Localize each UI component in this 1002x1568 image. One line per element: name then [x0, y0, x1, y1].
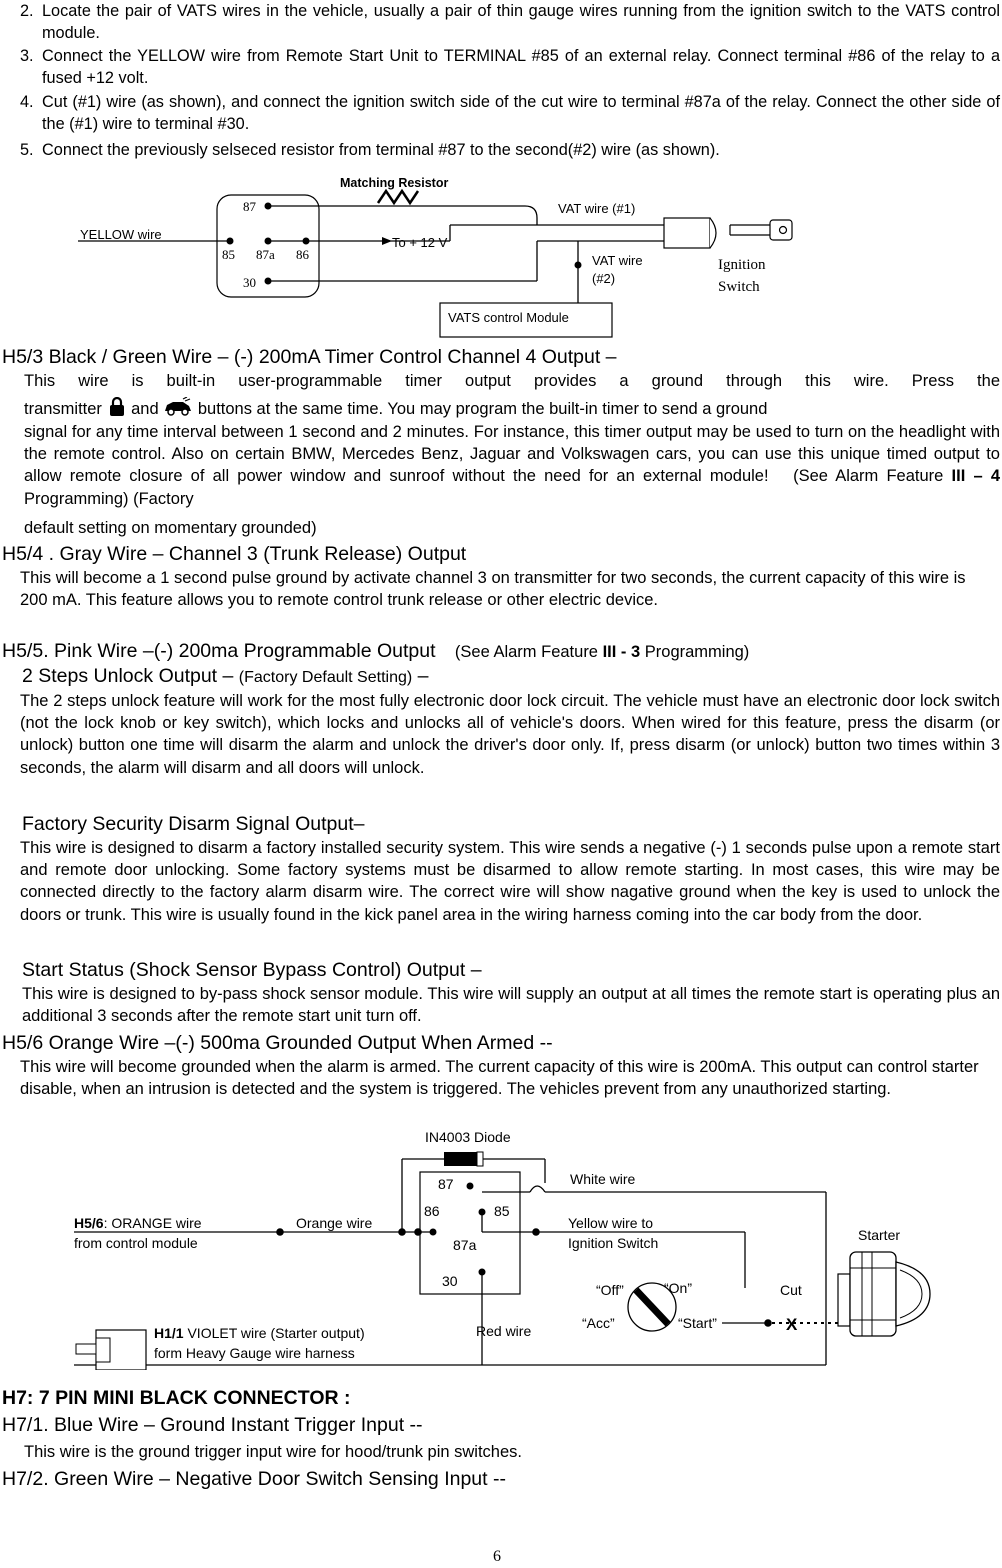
- h55-p1: The 2 steps unlock feature will work for the most fully electronic door lock circuit. The vehicle must have an electronic door lock switch (not the lock knob or key switch), which locks and unlocks all of vehicle's doors. When wired for this feature, press the disarm (or unlock) button one time will disarm the alarm and unlock the driver's door only. If, press disarm (or unlock) button two times within 3 seconds, the alarm will disarm and all doors will unlock.: [20, 692, 1000, 777]
- page-number: 6: [493, 1548, 501, 1565]
- start-label: “Start”: [678, 1315, 717, 1331]
- step-2: [20, 0, 1000, 44]
- connector-icon: [76, 1330, 146, 1370]
- terminal-87-b: 87: [438, 1176, 454, 1192]
- ignition-label: Ignition: [718, 257, 766, 273]
- step-text: Locate the pair of VATS wires in the vehicle, usually a pair of thin gauge wires running from the ignition switch to the VATS control module.: [42, 2, 1000, 42]
- h72-heading: H7/2. Green Wire – Negative Door Switch Sensing Input --: [2, 1468, 506, 1490]
- terminal-87a-b: 87a: [453, 1237, 477, 1253]
- terminal-85: 85: [222, 247, 235, 262]
- h53-prog: Programming) (Factory: [24, 489, 194, 508]
- h71-heading: H7/1. Blue Wire – Ground Instant Trigger Input --: [2, 1414, 423, 1436]
- on-label: “On”: [664, 1280, 692, 1296]
- starter-disable-diagram: [0, 1120, 1002, 1370]
- step-text: Cut (#1) wire (as shown), and connect the ignition switch side of the cut wire to terminal #87a of the relay. Connect the other side of the (#1) wire to terminal #30.: [42, 93, 1000, 133]
- starter-label: Starter: [858, 1227, 901, 1243]
- h7-title: H7: 7 PIN MINI BLACK CONNECTOR :: [2, 1387, 351, 1409]
- h54-text: This will become a 1 second pulse ground by activate channel 3 on transmitter for two seconds, the current capacity of this wire is 200 mA. This feature allows you to remote control trunk release or other electric device.: [20, 569, 966, 610]
- starter-motor-icon: [838, 1252, 930, 1336]
- h56-orange-label: H5/6: ORANGE wire: [74, 1215, 202, 1231]
- h71-text: This wire is the ground trigger input wire for hood/trunk pin switches.: [24, 1443, 522, 1461]
- h53-and: and: [131, 400, 159, 418]
- white-wire-label: White wire: [570, 1171, 636, 1187]
- to-12v-label: To + 12 V: [392, 235, 448, 250]
- h55-ref: [455, 643, 749, 661]
- vat2-number: (#2): [592, 271, 616, 286]
- terminal-30: 30: [243, 275, 256, 290]
- h53-buttons: buttons at the same time. You may program the built-in timer to send a ground: [197, 400, 768, 418]
- h53-rest: signal for any time interval between 1 second and 2 minutes. For instance, this timer output may be used to turn on the headlight with the remote control. Also on certain BMW, Mercedes Benz, Jaguar and Volkswagen cars, you can use this unique timed output to allow remote closure of all power window and sunroof without the need for an external module!: [24, 423, 1000, 486]
- step-number: 3.: [20, 47, 34, 65]
- car-icon: [163, 397, 193, 417]
- h56-text: This wire will become grounded when the alarm is armed. The current capacity of this wire is 200mA. This output can control starter disable, when an intrusion is detected and the system is triggered. The vehicles prevent from any unauthorized starting.: [20, 1058, 979, 1099]
- step-text: Connect the previously selseced resistor from terminal #87 to the second(#2) wire (as shown).: [42, 141, 720, 159]
- step-number: 5.: [20, 141, 34, 159]
- vat1-label: VAT wire (#1): [558, 201, 636, 216]
- terminal-85-b: 85: [494, 1203, 510, 1219]
- vat2-label: VAT wire: [592, 253, 643, 268]
- h55-prog: Programming): [644, 643, 750, 661]
- ignition-switch-label: Ignition Switch: [568, 1235, 659, 1251]
- h53-feature-ref: III – 4: [951, 467, 1000, 486]
- orange-wire-label: Orange wire: [296, 1215, 373, 1231]
- matching-resistor-label: Matching Resistor: [340, 176, 449, 190]
- h55-title: H5/5. Pink Wire –(-) 200ma Programmable Output: [2, 640, 436, 662]
- vats-module-label: VATS control Module: [448, 310, 569, 325]
- switch-label: Switch: [718, 279, 760, 295]
- h55-p3: This wire is designed to by-pass shock sensor module. This wire will supply an output at all times the remote start is operating plus an additional 3 seconds after the remote start unit turn off.: [22, 985, 1000, 1026]
- vats-wiring-diagram: [0, 165, 1002, 345]
- step-text: Connect the YELLOW wire from Remote Start Unit to TERMINAL #85 of an external relay. Connect terminal #86 of the relay to a fused +12 volt.: [42, 47, 1000, 87]
- cut-label: Cut: [780, 1282, 802, 1298]
- diode-symbol: [444, 1152, 480, 1166]
- terminal-86: 86: [296, 247, 309, 262]
- h53-line1: This wire is built-in user-programmable timer output provides a ground through this wire. Press the: [24, 372, 1000, 390]
- yellow-wire-label-2: Yellow wire to: [568, 1215, 654, 1231]
- step-5: [20, 139, 1000, 161]
- cut-x-mark: X: [786, 1315, 798, 1334]
- h53-transmitter: transmitter: [24, 400, 102, 418]
- from-control-label: from control module: [74, 1235, 198, 1251]
- h11-harness-label: form Heavy Gauge wire harness: [154, 1345, 355, 1361]
- step-3: [20, 45, 1000, 89]
- h55-see: (See Alarm Feature: [454, 643, 598, 661]
- terminal-30-b: 30: [442, 1273, 458, 1289]
- h53-line2: [24, 397, 1000, 420]
- diode-label: IN4003 Diode: [425, 1129, 511, 1145]
- acc-label: “Acc”: [582, 1315, 615, 1331]
- terminal-87a: 87a: [256, 247, 275, 262]
- red-wire-label: Red wire: [476, 1323, 532, 1339]
- h55-heading: [2, 639, 749, 664]
- h55-p2: This wire is designed to disarm a factory installed security system. This wire sends a negative (-) 1 seconds pulse upon a remote start and remote door unlocking. Some factory systems must be disarmed to allow remote starting. In most cases, this wire may be connected directly to the factory alarm disarm wire. The correct wire will show nagative ground when the key is used to unlock the doors or trunk. This wire is usually found in the kick panel area in the wiring harness coming into the car body from the door.: [20, 839, 1000, 924]
- terminal-87: 87: [243, 199, 256, 214]
- key-icon: [770, 220, 792, 240]
- h53-last: default setting on momentary grounded): [24, 519, 317, 537]
- h54-heading: H5/4 . Gray Wire – Channel 3 (Trunk Release) Output: [2, 543, 467, 565]
- sub-2-steps-unlock: [22, 664, 428, 690]
- sub1-end: –: [417, 665, 429, 687]
- terminal-86-b: 86: [424, 1203, 440, 1219]
- off-label: “Off”: [596, 1282, 624, 1298]
- step-number: 2.: [20, 2, 34, 20]
- sub1-title: 2 Steps Unlock Output –: [22, 665, 234, 687]
- lock-icon: [107, 397, 127, 417]
- yellow-wire-label: YELLOW wire: [80, 227, 162, 242]
- sub1-small: (Factory Default Setting): [238, 669, 413, 686]
- h53-heading: H5/3 Black / Green Wire – (-) 200mA Timer Control Channel 4 Output –: [2, 346, 617, 368]
- sub-factory-disarm: Factory Security Disarm Signal Output–: [22, 813, 365, 835]
- h55-feature-ref: III - 3: [602, 643, 641, 661]
- h53-body: [24, 421, 1000, 510]
- h11-violet-label: H1/1 VIOLET wire (Starter output): [154, 1325, 365, 1341]
- step-number: 4.: [20, 93, 34, 111]
- h53-see: (See Alarm Feature: [793, 467, 944, 486]
- step-4: [20, 91, 1000, 135]
- sub-start-status: Start Status (Shock Sensor Bypass Control) Output –: [22, 959, 482, 981]
- h56-heading: H5/6 Orange Wire –(-) 500ma Grounded Output When Armed --: [2, 1032, 553, 1054]
- resistor-symbol: [378, 191, 418, 203]
